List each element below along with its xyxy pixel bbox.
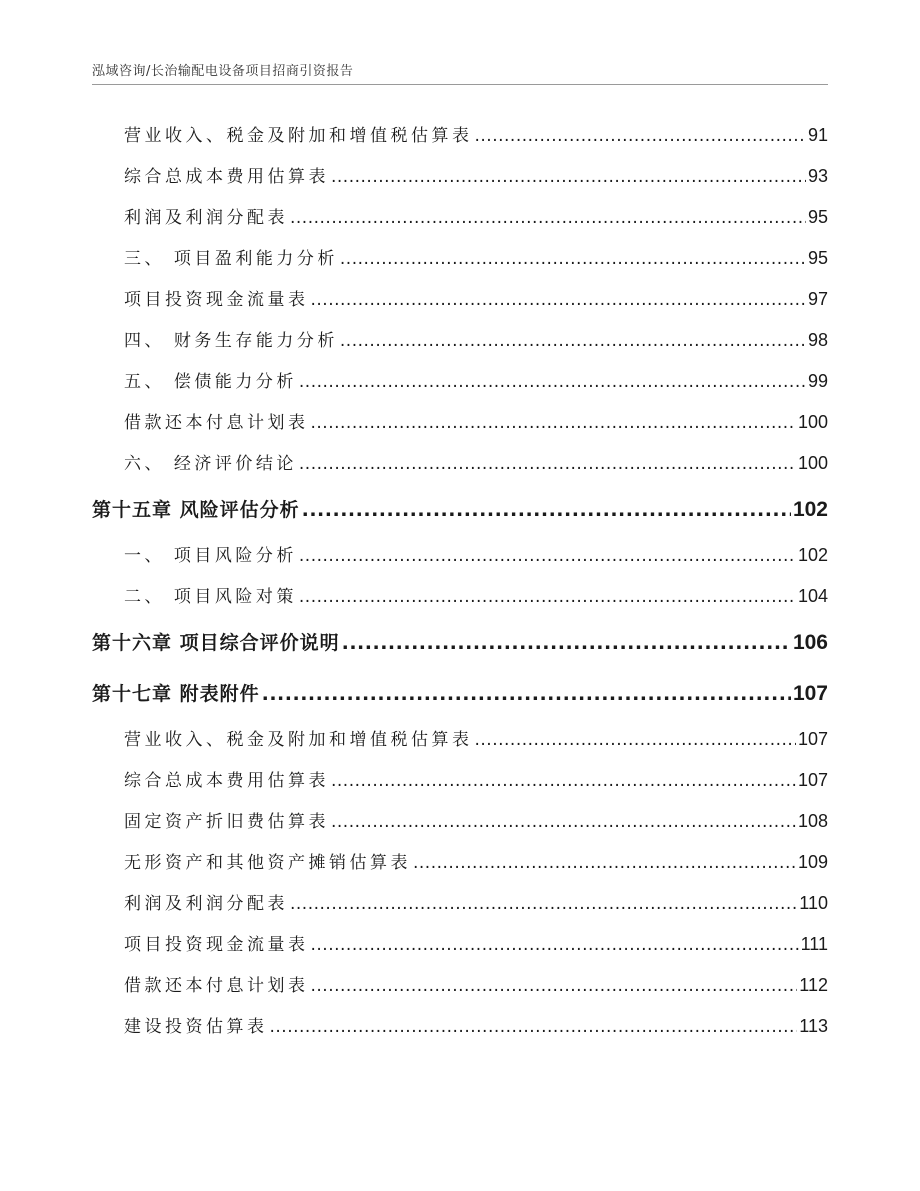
toc-entry-title: 第十五章 风险评估分析	[92, 499, 300, 521]
toc-entry-title: 借款还本付息计划表	[124, 976, 309, 996]
toc-entry-page-number: 102	[792, 498, 828, 521]
toc-entry-title: 五、 偿债能力分析	[124, 372, 297, 392]
toc-entry[interactable]	[92, 115, 828, 156]
toc-entry-title: 二、 项目风险对策	[124, 587, 297, 607]
header-divider	[92, 84, 828, 85]
toc-entry-title: 营业收入、税金及附加和增值税估算表	[124, 126, 473, 146]
toc-entry-title: 第十六章 项目综合评价说明	[92, 632, 340, 654]
toc-entry[interactable]	[92, 156, 828, 197]
toc-entry-page-number: 111	[800, 934, 828, 954]
toc-entry[interactable]	[92, 965, 828, 1006]
dot-leader	[331, 157, 806, 198]
toc-entry[interactable]	[92, 760, 828, 801]
toc-entry-title: 项目投资现金流量表	[124, 935, 309, 955]
toc-entry-page-number: 98	[807, 330, 828, 350]
dot-leader	[299, 444, 796, 485]
toc-entry[interactable]	[92, 842, 828, 883]
toc-entry-title: 借款还本付息计划表	[124, 413, 309, 433]
toc-entry-page-number: 91	[807, 125, 828, 145]
toc-entry-title: 利润及利润分配表	[124, 894, 288, 914]
toc-entry[interactable]	[92, 197, 828, 238]
toc-entry-title: 利润及利润分配表	[124, 208, 288, 228]
toc-entry[interactable]	[92, 279, 828, 320]
toc-entry-page-number: 99	[807, 371, 828, 391]
toc-entry-page-number: 95	[807, 207, 828, 227]
toc-entry-title: 六、 经济评价结论	[124, 454, 297, 474]
toc-entry[interactable]	[92, 576, 828, 617]
toc-entry[interactable]	[92, 883, 828, 924]
dot-leader	[340, 321, 806, 362]
toc-entry-page-number: 110	[799, 893, 828, 913]
toc-entry-title: 综合总成本费用估算表	[124, 167, 329, 187]
dot-leader	[311, 925, 799, 966]
dot-leader	[299, 536, 796, 577]
table-of-contents	[92, 115, 828, 1047]
dot-leader	[475, 720, 796, 761]
toc-entry-page-number: 104	[797, 586, 828, 606]
toc-entry-page-number: 97	[807, 289, 828, 309]
toc-entry-title: 一、 项目风险分析	[124, 546, 297, 566]
toc-entry[interactable]	[92, 719, 828, 760]
dot-leader	[311, 280, 806, 321]
running-header: 泓域咨询/长治输配电设备项目招商引资报告	[92, 64, 354, 79]
toc-entry-title: 第十七章 附表附件	[92, 683, 260, 705]
toc-entry-title: 项目投资现金流量表	[124, 290, 309, 310]
toc-entry-title: 固定资产折旧费估算表	[124, 812, 329, 832]
toc-entry-page-number: 100	[797, 412, 828, 432]
dot-leader	[290, 884, 797, 925]
toc-entry[interactable]	[92, 361, 828, 402]
toc-chapter-entry[interactable]	[92, 617, 828, 668]
toc-entry-page-number: 113	[799, 1016, 828, 1036]
toc-entry-title: 建设投资估算表	[124, 1017, 268, 1037]
dot-leader	[475, 116, 806, 157]
dot-leader	[299, 362, 806, 403]
dot-leader	[340, 239, 806, 280]
toc-entry-page-number: 107	[792, 682, 828, 705]
toc-entry-page-number: 106	[792, 631, 828, 654]
toc-entry-page-number: 93	[807, 166, 828, 186]
toc-entry-title: 综合总成本费用估算表	[124, 771, 329, 791]
dot-leader	[262, 669, 791, 720]
toc-entry-title: 三、 项目盈利能力分析	[124, 249, 338, 269]
toc-entry-title: 四、 财务生存能力分析	[124, 331, 338, 351]
dot-leader	[342, 618, 791, 669]
toc-entry-page-number: 107	[797, 770, 828, 790]
dot-leader	[311, 966, 798, 1007]
toc-entry[interactable]	[92, 924, 828, 965]
dot-leader	[290, 198, 806, 239]
toc-entry[interactable]	[92, 1006, 828, 1047]
toc-entry-page-number: 108	[797, 811, 828, 831]
dot-leader	[302, 485, 791, 536]
toc-entry-page-number: 102	[797, 545, 828, 565]
toc-entry-page-number: 100	[797, 453, 828, 473]
dot-leader	[331, 761, 796, 802]
toc-entry[interactable]	[92, 320, 828, 361]
toc-entry[interactable]	[92, 801, 828, 842]
dot-leader	[311, 403, 796, 444]
toc-entry[interactable]	[92, 535, 828, 576]
toc-chapter-entry[interactable]	[92, 484, 828, 535]
toc-entry[interactable]	[92, 238, 828, 279]
toc-entry-page-number: 95	[807, 248, 828, 268]
dot-leader	[331, 802, 796, 843]
dot-leader	[413, 843, 796, 884]
toc-entry[interactable]	[92, 402, 828, 443]
dot-leader	[270, 1007, 798, 1048]
toc-entry[interactable]	[92, 443, 828, 484]
dot-leader	[299, 577, 796, 618]
toc-entry-page-number: 107	[797, 729, 828, 749]
toc-chapter-entry[interactable]	[92, 668, 828, 719]
toc-entry-title: 营业收入、税金及附加和增值税估算表	[124, 730, 473, 750]
toc-entry-title: 无形资产和其他资产摊销估算表	[124, 853, 411, 873]
toc-entry-page-number: 109	[797, 852, 828, 872]
toc-entry-page-number: 112	[799, 975, 828, 995]
